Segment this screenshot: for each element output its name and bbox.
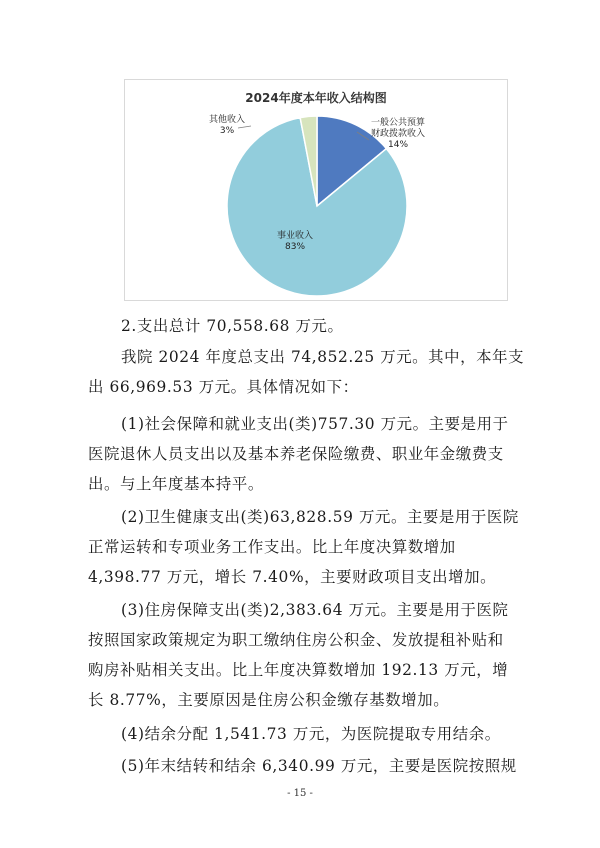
paragraph-line: (2)卫生健康支出(类)63,828.59 万元。主要是用于医院: [121, 508, 519, 526]
pie-chart: [125, 80, 509, 302]
paragraph-carryover: [88, 751, 516, 781]
chart-title: 2024年度本年收入结构图: [245, 91, 387, 105]
paragraph-social-security: [88, 409, 516, 499]
paragraph-line: 4,398.77 万元，增长 7.40%，主要财政项目支出增加。: [88, 568, 497, 586]
paragraph-line: (1)社会保障和就业支出(类)757.30 万元。主要是用于: [121, 415, 509, 433]
paragraph-housing: [88, 595, 516, 715]
paragraph-line: 购房补贴相关支出。比上年度决算数增加 192.13 万元，增: [88, 661, 509, 679]
paragraph-surplus: [88, 719, 516, 749]
paragraph-line: (3)住房保障支出(类)2,383.64 万元。主要是用于医院: [121, 601, 509, 619]
paragraph-total-expense: [88, 311, 516, 341]
slice-label-other: 其他收入 3%: [209, 115, 246, 136]
paragraph-line: 正常运转和专项业务工作支出。比上年度决算数增加: [88, 538, 456, 556]
paragraph-line: 2.支出总计 70,558.68 万元。: [121, 317, 344, 335]
paragraph-line: (4)结余分配 1,541.73 万元，为医院提取专用结余。: [121, 725, 501, 743]
paragraph-line: 医院退休人员支出以及基本养老保险缴费、职业年金缴费支: [88, 445, 504, 463]
paragraph-health: [88, 502, 519, 592]
slice-label-business: 事业收入 83%: [277, 231, 314, 252]
page-number: - 15 -: [287, 788, 313, 799]
paragraph-line: 出 66,969.53 万元。具体情况如下：: [88, 378, 359, 396]
slice-label-fiscal: 一般公共预算 财政拨款收入 14%: [371, 118, 426, 150]
paragraph-line: 按照国家政策规定为职工缴纳住房公积金、发放提租补贴和: [88, 631, 504, 649]
paragraph-overview: [88, 342, 525, 402]
paragraph-line: 出。与上年度基本持平。: [88, 475, 264, 493]
paragraph-line: 我院 2024 年度总支出 74,852.25 万元。其中，本年支: [121, 348, 525, 366]
income-structure-chart: [124, 79, 508, 301]
paragraph-line: 长 8.77%，主要原因是住房公积金缴存基数增加。: [88, 691, 450, 709]
paragraph-line: (5)年末结转和结余 6,340.99 万元，主要是医院按照规: [121, 757, 517, 775]
